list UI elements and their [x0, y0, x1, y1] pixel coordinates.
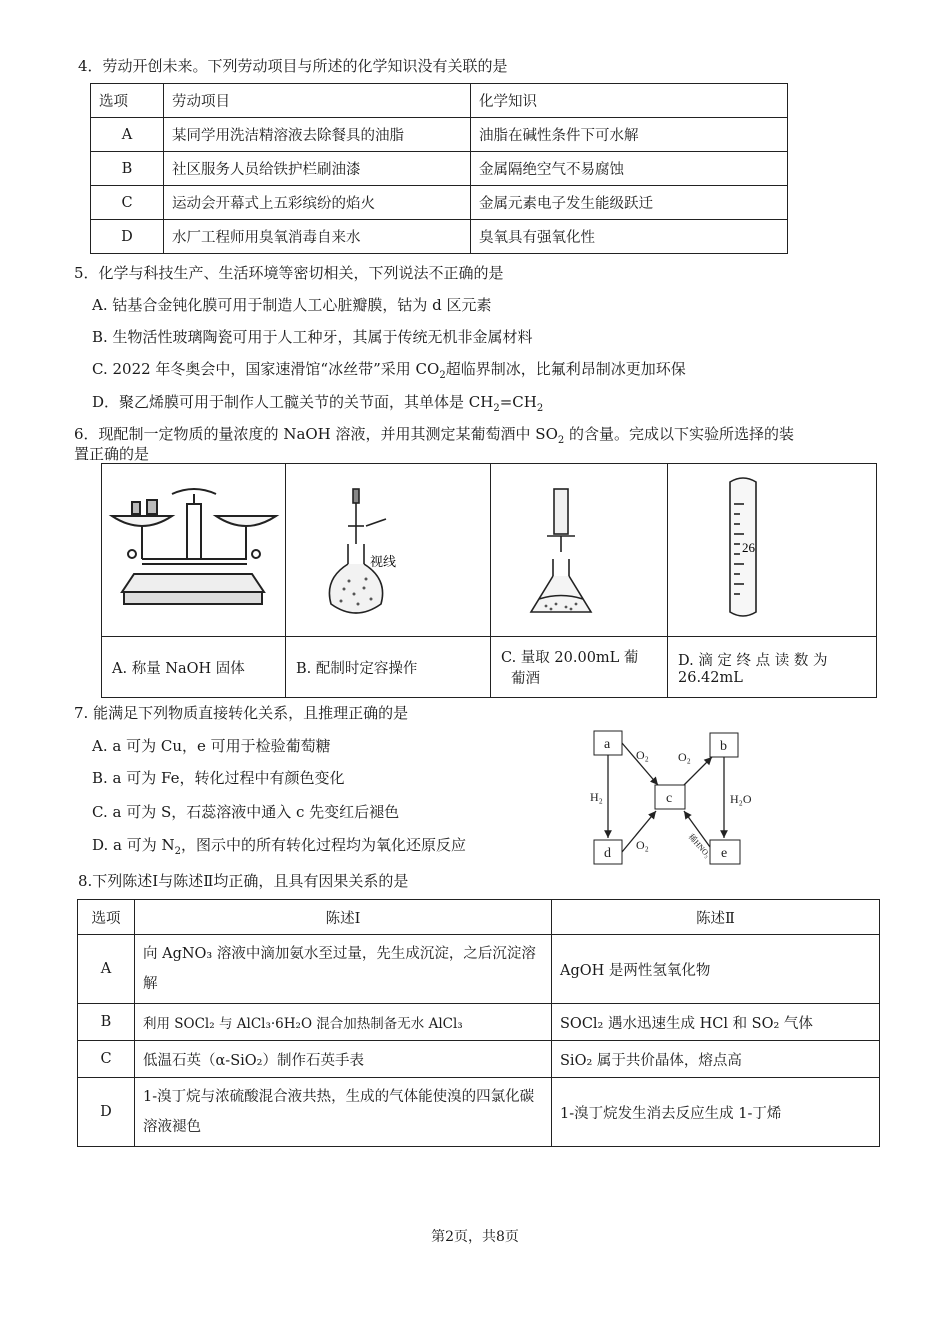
q6-apparatus-table: [101, 463, 877, 698]
q4-item: 运动会开幕式上五彩缤纷的焰火: [164, 186, 471, 220]
node-e: e: [721, 846, 728, 861]
q8-header-statement2: 陈述Ⅱ: [552, 900, 880, 935]
q6-stem-cont: 置正确的是: [74, 445, 150, 463]
q7-conversion-diagram: [580, 725, 780, 870]
burette-figure: [668, 464, 876, 636]
q8-statement1: 向 AgNO₃ 溶液中滴加氨水至过量，先生成沉淀，之后沉淀溶解: [135, 935, 552, 1004]
node-c: c: [666, 791, 673, 806]
q6-stem: 6．现配制一定物质的量浓度的 NaOH 溶液，并用其测定某葡萄酒中 $SO_2$ 的含量。完成以下实验所选择的装: [74, 425, 795, 446]
q7-option-b: B. a 可为 Fe，转化过程中有颜色变化: [92, 769, 345, 787]
balance-figure-cell: [102, 464, 286, 637]
q8-statement2: SOCl₂ 遇水迅速生成 HCl 和 SO₂ 气体: [552, 1004, 880, 1041]
label-o2-cb: O₂: [678, 750, 691, 764]
q8-stem: 8.下列陈述Ⅰ与陈述Ⅱ均正确，且具有因果关系的是: [78, 872, 409, 890]
q8-header-statement1: 陈述Ⅰ: [135, 900, 552, 935]
q8-table: [77, 899, 880, 1147]
q4-knowledge: 金属元素电子发生能级跃迁: [471, 186, 788, 220]
burette-figure-cell: [668, 464, 877, 637]
q4-stem: 4．劳动开创未来。下列劳动项目与所述的化学知识没有关联的是: [78, 57, 508, 75]
q5-option-d: D．聚乙烯膜可用于制作人工髋关节的关节面，其单体是 $CH_2=CH_2$: [92, 393, 544, 414]
q7-stem: 7. 能满足下列物质直接转化关系，且推理正确的是: [74, 704, 409, 722]
q4-item: 水厂工程师用臭氧消毒自来水: [164, 220, 471, 254]
burette-reading-label: 26: [742, 540, 755, 555]
table-row: [78, 1004, 880, 1041]
q6-option-a: A. 称量 NaOH 固体: [102, 637, 286, 698]
q5-stem: 5．化学与科技生产、生活环境等密切相关，下列说法不正确的是: [74, 264, 504, 282]
q8-option: C: [78, 1041, 135, 1078]
balance-figure: [102, 464, 285, 636]
flask-figure-cell: [286, 464, 491, 637]
q4-option: D: [91, 220, 164, 254]
q7-option-c: C. a 可为 S，石蕊溶液中通入 c 先变红后褪色: [92, 803, 400, 821]
label-h2: H₂: [590, 790, 603, 804]
q5-option-c: C. 2022 年冬奥会中，国家速滑馆“冰丝带”采用 $CO_2$超临界制冰，比氟利昂制冰更加环保: [92, 360, 686, 381]
label-edge-note: 稀HNO₃: [686, 832, 713, 860]
node-a: a: [604, 737, 611, 752]
q4-item: 社区服务人员给铁护栏刷油漆: [164, 152, 471, 186]
page-footer: 第2页，共8页: [431, 1229, 519, 1245]
q8-option: D: [78, 1078, 135, 1147]
q4-knowledge: 金属隔绝空气不易腐蚀: [471, 152, 788, 186]
q5-option-a: A. 钴基合金钝化膜可用于制造人工心脏瓣膜，钴为 d 区元素: [92, 296, 492, 314]
q4-header-knowledge: 化学知识: [471, 84, 788, 118]
q4-option: A: [91, 118, 164, 152]
label-o2-ac: O₂: [636, 748, 649, 762]
q8-statement2: SiO₂ 属于共价晶体，熔点高: [552, 1041, 880, 1078]
q8-statement1: 利用 SOCl₂ 与 AlCl₃·6H₂O 混合加热制备无水 AlCl₃: [135, 1004, 552, 1041]
q4-option: C: [91, 186, 164, 220]
q7-option-d: D. a 可为 $N_2$，图示中的所有转化过程均为氧化还原反应: [92, 836, 467, 857]
q4-option: B: [91, 152, 164, 186]
titration-figure: [491, 464, 667, 636]
q6-option-d: D. 滴 定 终 点 读 数 为 26.42mL: [668, 637, 877, 698]
q6-option-c: C. 量取 20.00mL 葡 葡酒: [491, 637, 668, 698]
q8-statement1: 1-溴丁烷与浓硫酸混合液共热，生成的气体能使溴的四氯化碳溶液褪色: [135, 1078, 552, 1147]
table-row: [91, 152, 788, 186]
q4-header-option: 选项: [91, 84, 164, 118]
table-row: [78, 1041, 880, 1078]
q4-item: 某同学用洗洁精溶液去除餐具的油脂: [164, 118, 471, 152]
q8-option: B: [78, 1004, 135, 1041]
table-row: [78, 935, 880, 1004]
sight-line-label: 视线: [370, 554, 397, 569]
volumetric-flask-figure: [286, 464, 490, 636]
conical-flask-figure-cell: [491, 464, 668, 637]
table-row: [91, 220, 788, 254]
q8-option: A: [78, 935, 135, 1004]
q6-option-b: B. 配制时定容操作: [286, 637, 491, 698]
q4-table: [90, 83, 788, 254]
label-h2o: H₂O: [730, 792, 752, 806]
q4-header-item: 劳动项目: [164, 84, 471, 118]
node-b: b: [720, 739, 727, 754]
q8-statement1: 低温石英（α-SiO₂）制作石英手表: [135, 1041, 552, 1078]
table-row: [91, 118, 788, 152]
q4-knowledge: 臭氧具有强氧化性: [471, 220, 788, 254]
q4-knowledge: 油脂在碱性条件下可水解: [471, 118, 788, 152]
node-d: d: [604, 846, 611, 861]
q8-header-option: 选项: [78, 900, 135, 935]
table-row: [91, 186, 788, 220]
table-row: [78, 1078, 880, 1147]
q8-statement2: 1-溴丁烷发生消去反应生成 1-丁烯: [552, 1078, 880, 1147]
label-o2-dc: O₂: [636, 838, 649, 852]
q5-option-b: B. 生物活性玻璃陶瓷可用于人工种牙，其属于传统无机非金属材料: [92, 328, 533, 346]
q8-statement2: AgOH 是两性氢氧化物: [552, 935, 880, 1004]
q7-option-a: A. a 可为 Cu，e 可用于检验葡萄糖: [92, 737, 331, 755]
